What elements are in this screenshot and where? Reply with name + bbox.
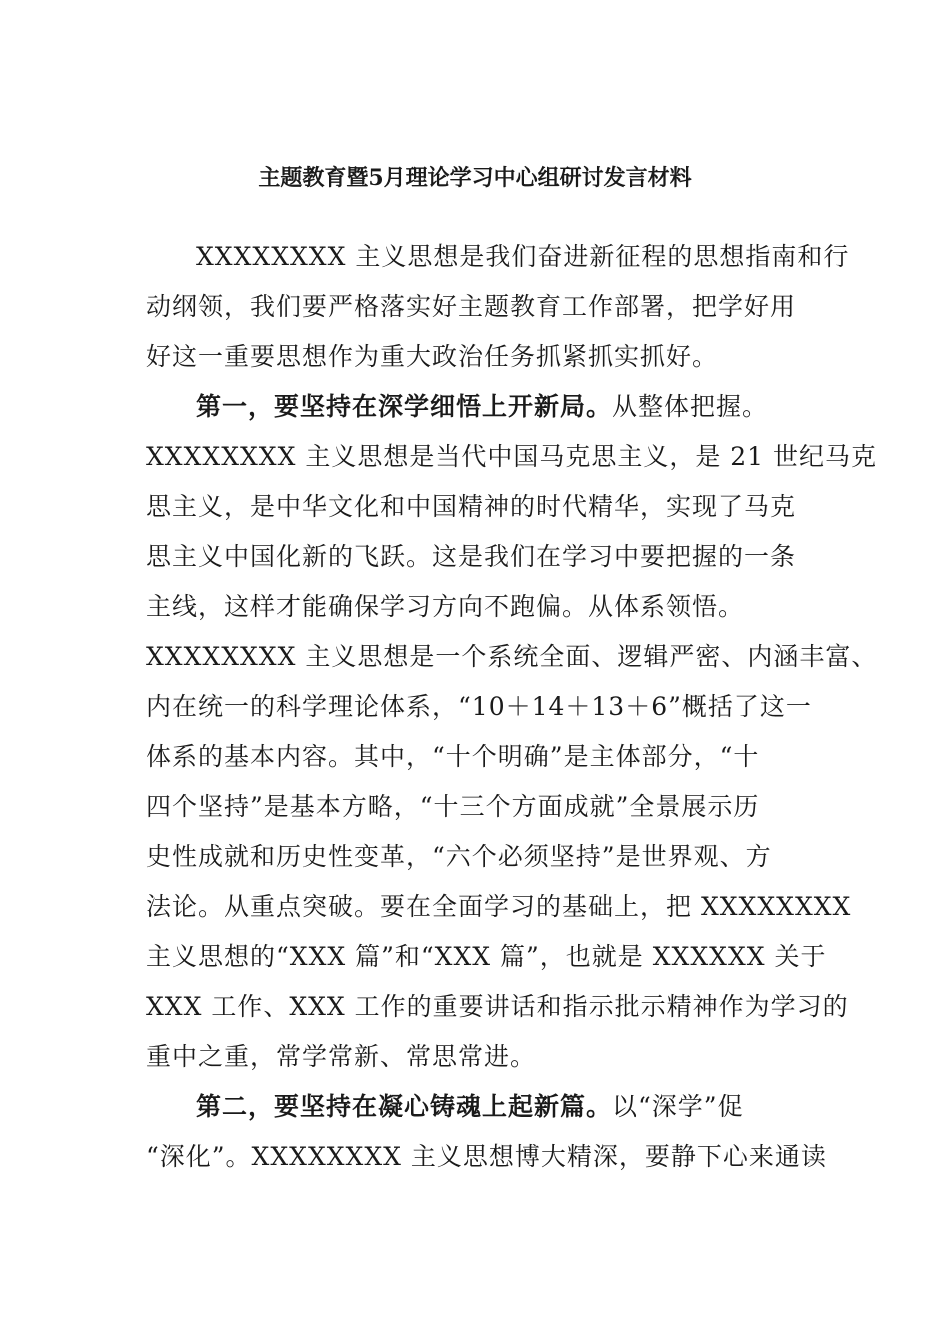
para2-line: 思主义，是中华文化和中国精神的时代精华，实现了马克 xyxy=(146,492,797,521)
para3-line: “深化”。XXXXXXXX 主义思想博大精深，要静下心来通读 xyxy=(146,1142,827,1171)
para2-line: XXXXXXXX 主义思想是一个系统全面、逻辑严密、内涵丰富、 xyxy=(146,642,878,671)
para2-line: 史性成就和历史性变革，“六个必须坚持”是世界观、方 xyxy=(146,842,772,871)
para2-first-line xyxy=(146,382,796,432)
para3-first-line-rest: 以“深学”促 xyxy=(612,1092,744,1121)
para2-line: 思主义中国化新的飞跃。这是我们在学习中要把握的一条 xyxy=(146,542,797,571)
para2-heading: 第一，要坚持在深学细悟上开新局。 xyxy=(196,392,613,421)
para2-line: 内在统一的科学理论体系，“10＋14＋13＋6”概括了这一 xyxy=(146,692,812,721)
para2-line: 主线，这样才能确保学习方向不跑偏。从体系领悟。 xyxy=(146,592,745,621)
para2-line: 主义思想的“XXX 篇”和“XXX 篇”，也就是 XXXXXX 关于 xyxy=(146,942,827,971)
para2-first-line-rest: 从整体把握。 xyxy=(612,392,769,421)
para1-line: 好这一重要思想作为重大政治任务抓紧抓实抓好。 xyxy=(146,342,719,371)
para1-line: 动纲领，我们要严格落实好主题教育工作部署，把学好用 xyxy=(146,292,797,321)
para2-line: 四个坚持”是基本方略，“十三个方面成就”全景展示历 xyxy=(146,792,760,821)
para2-line: 体系的基本内容。其中，“十个明确”是主体部分，“十 xyxy=(146,742,760,771)
para2-line: XXXXXXXX 主义思想是当代中国马克思主义，是 21 世纪马克 xyxy=(146,442,878,471)
para3-first-line xyxy=(146,1082,796,1132)
para1-line: XXXXXXXX 主义思想是我们奋进新征程的思想指南和行 xyxy=(196,242,850,271)
para2-line: 法论。从重点突破。要在全面学习的基础上，把 XXXXXXXX xyxy=(146,892,852,921)
para2-line: 重中之重，常学常新、常思常进。 xyxy=(146,1042,537,1071)
para2-line: XXX 工作、XXX 工作的重要讲话和指示批示精神作为学习的 xyxy=(146,992,849,1021)
document-body xyxy=(146,232,878,1182)
para3-heading: 第二，要坚持在凝心铸魂上起新篇。 xyxy=(196,1092,613,1121)
document-title: 主题教育暨5月理论学习中心组研讨发言材料 xyxy=(258,165,692,191)
